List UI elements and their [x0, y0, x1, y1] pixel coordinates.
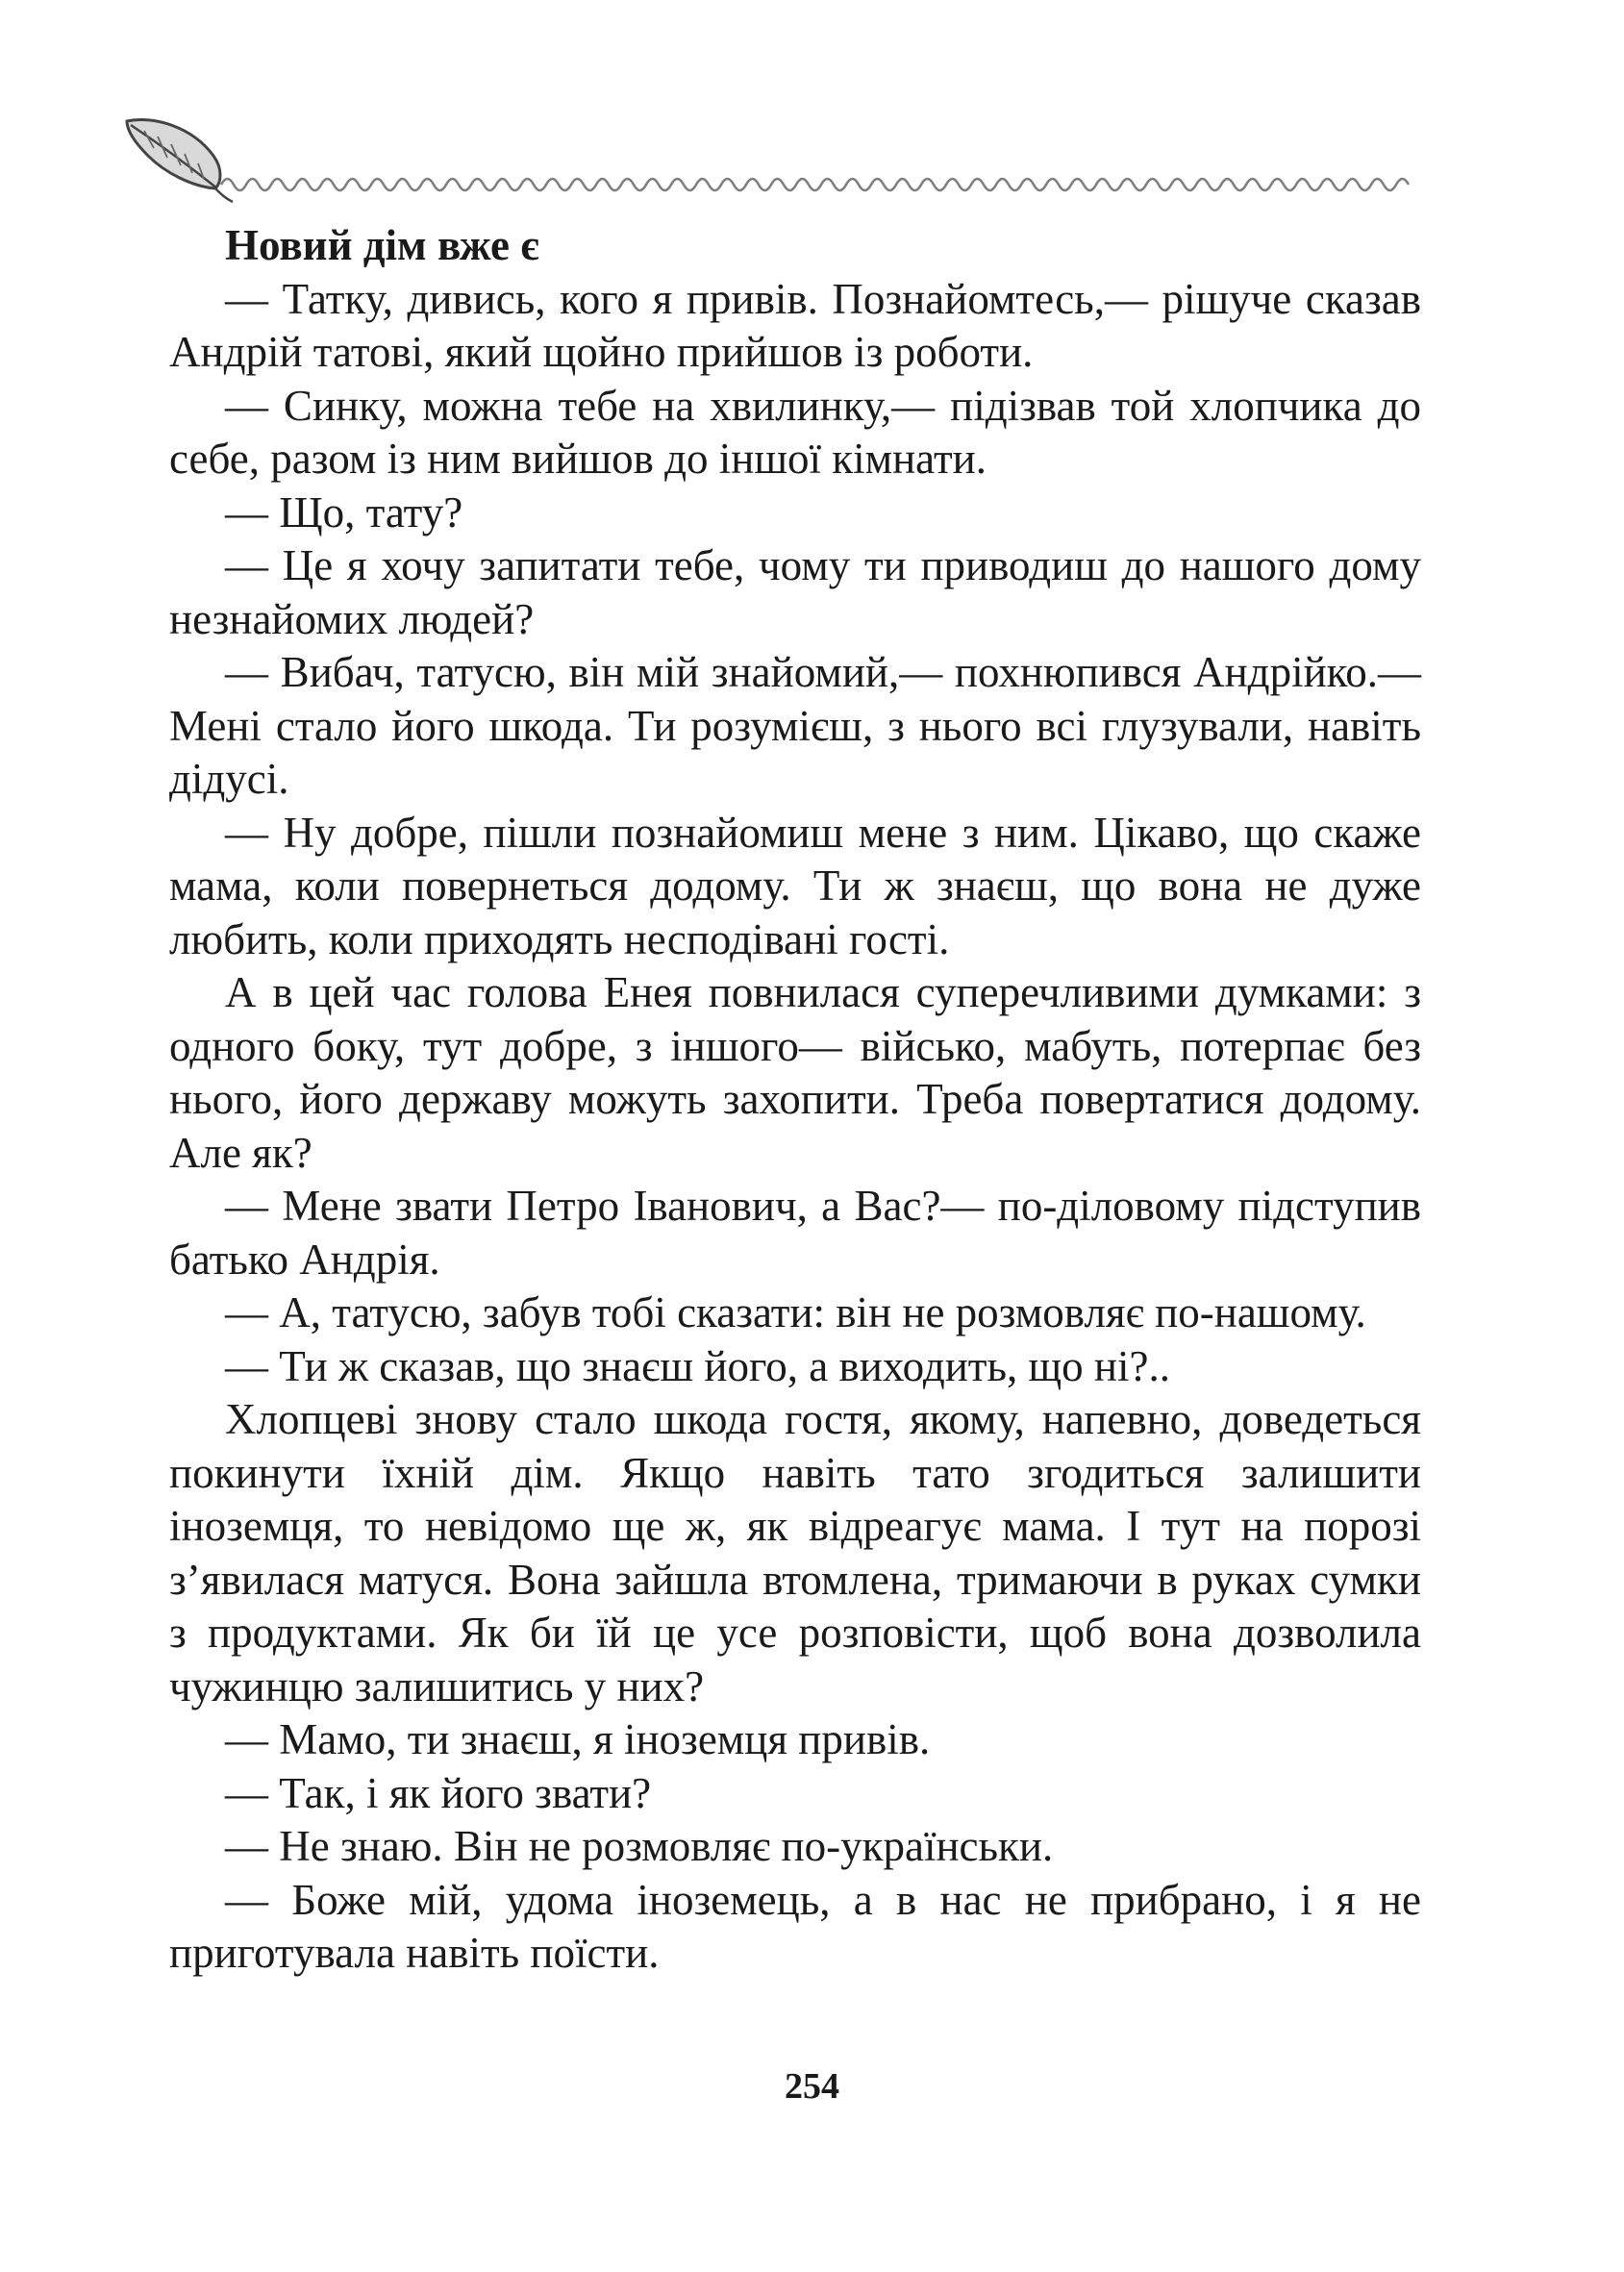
- paragraph: — А, татусю, забув тобі сказати: він не розмовляє по-нашому.: [225, 1288, 1366, 1336]
- paragraph: Хлопцеві знову стало шкода гостя, якому, напевно, доведеться покинути їхній дім. Якщо навіть тато згодиться залишити іноземця, то невідомо ще ж, як відреагує мама. І тут на порозі з’явилася матуся. Вона зайшла втомлена, тримаючи в руках сумки з продуктами. Як би їй це усе розповісти, щоб вона дозволила чужинцю залишитись у них?: [169, 1395, 1421, 1710]
- wavy-divider: [221, 179, 1409, 190]
- paragraph: — Татку, дивись, кого я привів. Познайомтесь,— рішуче сказав Андрій татові, який щойно прийшов із роботи.: [169, 274, 1421, 376]
- header-ornament: [115, 106, 1423, 212]
- page-header: [115, 106, 1423, 212]
- paragraph: — Що, тату?: [225, 487, 463, 537]
- paragraph: — Мене звати Петро Іванович, а Вас?— по-діловому підступив батько Андрія.: [169, 1182, 1421, 1284]
- paragraph: — Ну добре, пішли познайомиш мене з ним. Цікаво, що скаже мама, коли повернеться додому. Ти ж знаєш, що вона не дуже любить, коли приходять несподівані гості.: [169, 808, 1421, 963]
- main-text: [169, 219, 1421, 1981]
- paragraph: — Ти ж сказав, що знаєш його, а виходить, що ні?..: [225, 1341, 1170, 1390]
- paragraph: — Це я хочу запитати тебе, чому ти приводиш до нашого дому незнайомих людей?: [169, 541, 1421, 643]
- section-heading: Новий дім вже є: [225, 221, 539, 269]
- paragraph: — Вибач, татусю, він мій знайомий,— похнюпився Андрійко.— Мені стало його шкода. Ти розумієш, з нього всі глузували, навіть дідусі.: [169, 648, 1421, 803]
- paragraph: — Так, і як його звати?: [225, 1768, 652, 1817]
- paragraph: — Мамо, ти знаєш, я іноземця привів.: [225, 1715, 931, 1763]
- paragraph: — Не знаю. Він не розмовляє по-українськи.: [225, 1822, 1054, 1870]
- paragraph: — Боже мій, удома іноземець, а в нас не прибрано, і я не приготувала навіть поїсти.: [169, 1875, 1421, 1977]
- page-number: 254: [785, 2066, 839, 2107]
- paragraph: — Синку, можна тебе на хвилинку,— підізвав той хлопчика до себе, разом із ним вийшов до іншої кімнати.: [169, 381, 1421, 483]
- paragraph: А в цей час голова Енея повнилася суперечливими думками: з одного боку, тут добре, з іншого— військо, мабуть, потерпає без нього, його державу можуть захопити. Треба повертатися додому. Але як?: [169, 968, 1421, 1177]
- leaf-icon: [127, 120, 233, 203]
